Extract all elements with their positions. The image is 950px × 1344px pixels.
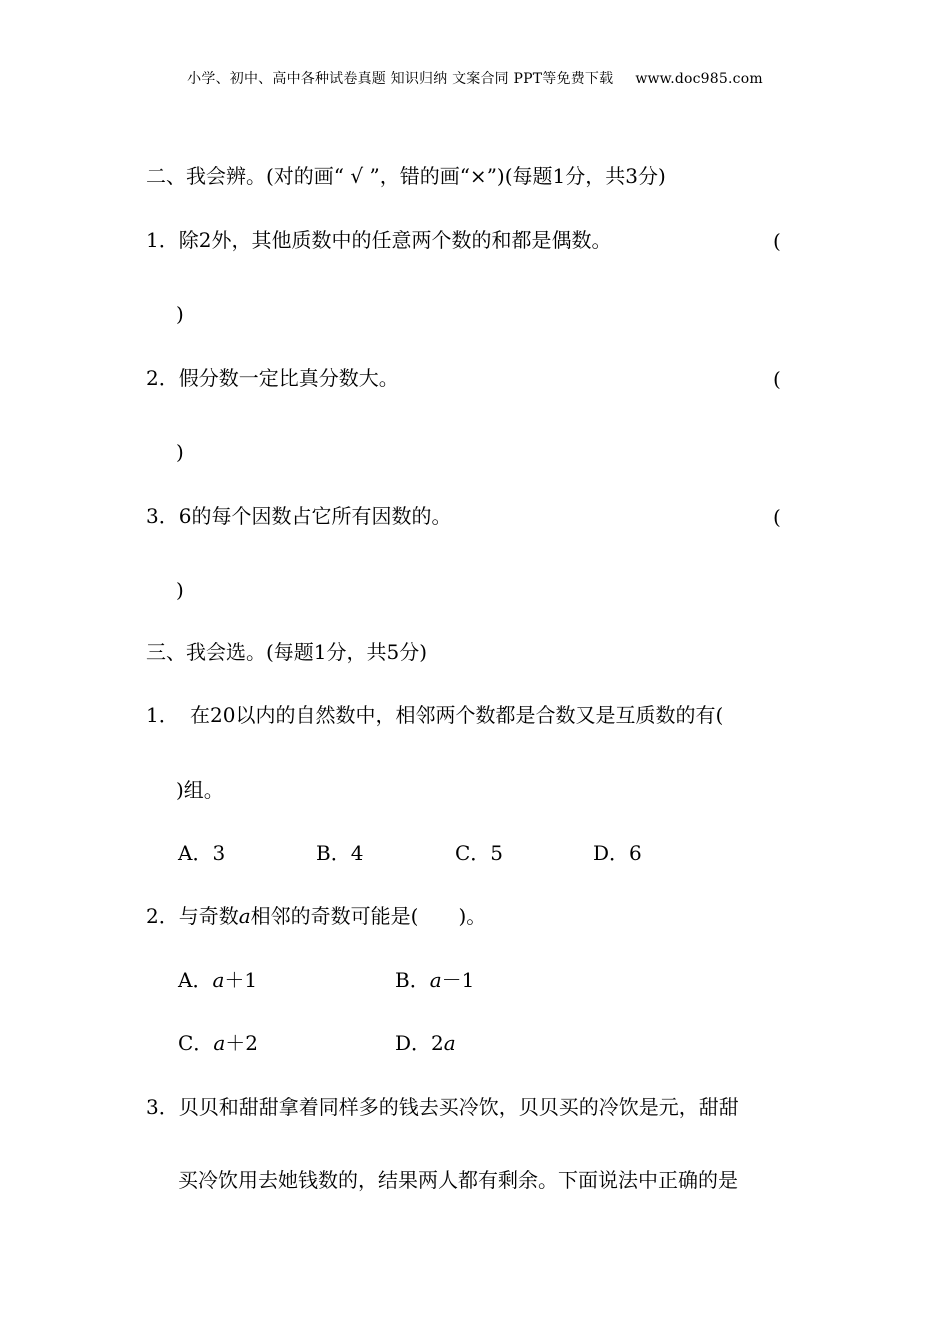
s2-q1-num: 1．: [146, 228, 179, 252]
s3-q3-line1: [146, 1095, 739, 1119]
option-rest: ＋2: [225, 1031, 258, 1055]
page-header: [0, 68, 950, 88]
s3-q1-option-c: C．5: [455, 841, 504, 865]
option-var: a: [213, 1031, 226, 1055]
s2-q1-answer-open: (: [773, 229, 781, 253]
s3-q2-text-after: 相邻的奇数可能是( )。: [250, 904, 487, 928]
s2-q3-num: 3．: [146, 504, 179, 528]
option-var: a: [212, 968, 225, 992]
s3-q1-cont: )组。: [176, 778, 224, 802]
option-var: a: [429, 968, 442, 992]
s2-q3-text: 6的每个因数占它所有因数的。: [178, 504, 452, 528]
s3-q2-num: 2．: [146, 904, 179, 928]
s3-q2-var: a: [238, 904, 251, 928]
s2-q3: [146, 504, 451, 528]
option-label: D．: [395, 1031, 432, 1055]
s3-q2-text-before: 与奇数: [178, 904, 239, 928]
s3-q2-option-d: [395, 1031, 456, 1055]
s3-q2-option-c: [178, 1031, 258, 1055]
s2-q2-num: 2．: [146, 366, 179, 390]
s3-q3-line2: 买冷饮用去她钱数的，结果两人都有剩余。下面说法中正确的是: [178, 1168, 738, 1192]
s3-q1-num: 1．: [146, 703, 179, 727]
option-label: C．: [178, 1031, 214, 1055]
s2-q2-answer-open: (: [773, 367, 781, 391]
option-pre: 2: [431, 1031, 444, 1055]
section2-title: 二、我会辨。(对的画“ √ ”，错的画“×”)(每题1分，共3分): [146, 164, 666, 188]
header-site: www.doc985.com: [635, 71, 763, 87]
s3-q1-option-d: D．6: [593, 841, 642, 865]
s3-q1-text: 在20以内的自然数中，相邻两个数都是合数又是互质数的有(: [190, 703, 724, 727]
s3-q3-text1: 贝贝和甜甜拿着同样多的钱去买冷饮，贝贝买的冷饮是元，甜甜: [178, 1095, 739, 1119]
s2-q2: [146, 366, 399, 390]
s2-q1-text: 除2外，其他质数中的任意两个数的和都是偶数。: [178, 228, 612, 252]
s2-q3-answer-close: ): [176, 578, 184, 602]
s2-q2-text: 假分数一定比真分数大。: [178, 366, 399, 390]
s3-q1-option-a: A．3: [178, 841, 226, 865]
option-rest: －1: [441, 968, 475, 992]
option-rest: ＋1: [224, 968, 258, 992]
section3-title: 三、我会选。(每题1分，共5分): [146, 640, 428, 664]
s3-q2-option-b: [395, 968, 474, 992]
s3-q3-num: 3．: [146, 1095, 179, 1119]
s2-q1-answer-close: ): [176, 302, 184, 326]
s3-q2: [146, 904, 486, 928]
s2-q1: [146, 228, 611, 252]
s3-q1-option-b: B．4: [316, 841, 364, 865]
option-var: a: [443, 1031, 456, 1055]
option-label: A．: [178, 968, 213, 992]
s2-q2-answer-close: ): [176, 440, 184, 464]
s2-q3-answer-open: (: [773, 505, 781, 529]
header-text: 小学、初中、高中各种试卷真题 知识归纳 文案合同 PPT等免费下载: [187, 71, 614, 87]
s3-q2-option-a: [178, 968, 257, 992]
option-label: B．: [395, 968, 430, 992]
